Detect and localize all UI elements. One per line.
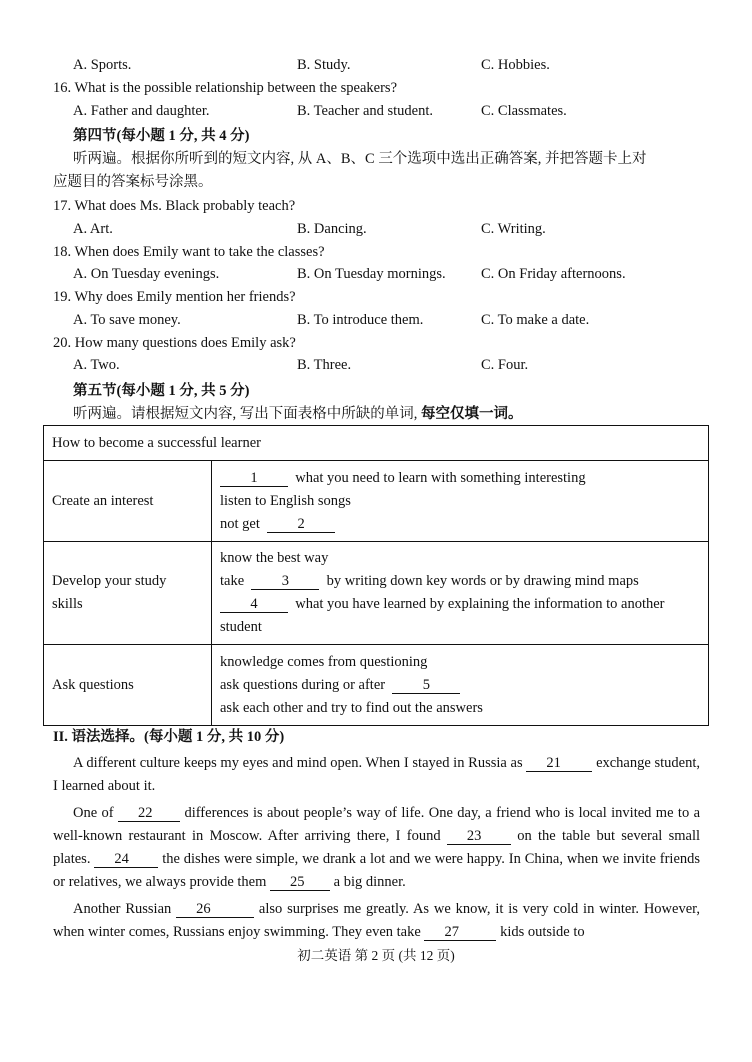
q16-question: 16. What is the possible relationship between the speakers? — [53, 80, 398, 96]
row3-text-3: ask each other and try to find out the answers — [220, 699, 483, 716]
blank-27[interactable]: 27 — [424, 924, 496, 941]
row2-text-2b: by writing down key words or by drawing mind maps — [326, 573, 639, 589]
paragraph-1 — [53, 752, 700, 798]
q15-option-b: B. Study. — [297, 57, 351, 73]
q18-option-a: A. On Tuesday evenings. — [73, 266, 220, 282]
blank-4[interactable]: 4 — [220, 596, 288, 613]
q20-option-a: A. Two. — [73, 357, 120, 373]
row1-text-2: listen to English songs — [220, 492, 351, 509]
blank-3[interactable]: 3 — [251, 573, 319, 590]
para2-text-c: differences is about people’s way of life. One day, a friend who is local invited me to a well-known restaurant in Moscow. After arriving there, I found — [53, 805, 701, 844]
blank-26[interactable]: 26 — [176, 901, 254, 918]
paragraph-2 — [53, 802, 700, 894]
para1-text-a: A different culture keeps my eyes and mind open. When I stayed in Russia as — [73, 755, 523, 771]
row3-text-2: ask questions during or after — [220, 676, 386, 693]
para3-text-d: kids outside to — [500, 924, 585, 940]
part2-heading: II. 语法选择。(每小题 1 分, 共 10 分) — [53, 729, 285, 745]
q18-option-c: C. On Friday afternoons. — [481, 266, 626, 282]
para2-text-d: on the table but several small plates. — [53, 828, 701, 867]
blank-1[interactable]: 1 — [220, 470, 288, 487]
q18-option-b: B. On Tuesday mornings. — [297, 266, 446, 282]
section5-instruction-text: 听两遍。请根据短文内容, 写出下面表格中所缺的单词, — [73, 406, 418, 422]
para1-text-c: exchange student, I learned about it. — [53, 755, 701, 794]
row1-label: Create an interest — [44, 461, 212, 542]
section4-instruction-2: 应题目的答案标号涂黑。 — [53, 174, 213, 190]
row2-label-line-2: skills — [52, 596, 83, 612]
row3-text-1: knowledge comes from questioning — [220, 653, 428, 670]
q19-option-a: A. To save money. — [73, 312, 181, 328]
q16-option-c: C. Classmates. — [481, 103, 567, 119]
para2-text-e: the dishes were simple, we drank a lot and we were happy. In China, when we invite friends or relatives, we always provide them — [53, 851, 701, 890]
q16-option-a: A. Father and daughter. — [73, 103, 210, 119]
blank-2[interactable]: 2 — [267, 516, 335, 533]
row2-text-2a: take — [220, 573, 245, 589]
section4-heading: 第四节(每小题 1 分, 共 4 分) — [73, 128, 250, 144]
row2-text-3: what you have learned by explaining the information to another — [295, 596, 665, 612]
row3-label: Ask questions — [44, 645, 212, 726]
row2-text-1: know the best way — [220, 550, 329, 566]
table-title: How to become a successful learner — [44, 426, 709, 461]
blank-25[interactable]: 25 — [270, 874, 330, 891]
row2-label — [44, 542, 212, 645]
para2-text-a: One of — [73, 805, 114, 821]
blank-22[interactable]: 22 — [118, 805, 180, 822]
q20-question: 20. How many questions does Emily ask? — [53, 335, 296, 351]
q17-option-c: C. Writing. — [481, 221, 546, 237]
para2-text-f: a big dinner. — [333, 874, 406, 890]
row1-text-3: not get — [220, 515, 260, 532]
q17-option-b: B. Dancing. — [297, 221, 367, 237]
blank-23[interactable]: 23 — [447, 828, 511, 845]
row3-content — [212, 645, 709, 726]
q19-option-c: C. To make a date. — [481, 312, 590, 328]
q18-question: 18. When does Emily want to take the classes? — [53, 244, 325, 260]
row2-content — [212, 542, 709, 645]
paragraph-3 — [53, 898, 700, 944]
q15-option-c: C. Hobbies. — [481, 57, 550, 73]
q19-option-b: B. To introduce them. — [297, 312, 424, 328]
row1-content — [212, 461, 709, 542]
page-footer: 初二英语 第 2 页 (共 12 页) — [297, 948, 455, 963]
q20-option-c: C. Four. — [481, 357, 529, 373]
q20-option-b: B. Three. — [297, 357, 352, 373]
para3-text-c: also surprises me greatly. As we know, it is very cold in winter. However, when winter comes, Russians enjoy swimming. They even take — [53, 901, 701, 940]
section4-instruction-1: 听两遍。根据你所听到的短文内容, 从 A、B、C 三个选项中选出正确答案, 并把答题卡上对 — [73, 151, 647, 167]
q19-question: 19. Why does Emily mention her friends? — [53, 289, 296, 305]
q17-question: 17. What does Ms. Black probably teach? — [53, 198, 296, 214]
q17-option-a: A. Art. — [73, 221, 113, 237]
blank-21[interactable]: 21 — [526, 755, 592, 772]
blank-24[interactable]: 24 — [94, 851, 158, 868]
blank-5[interactable]: 5 — [392, 677, 460, 694]
section5-instruction — [73, 405, 523, 423]
row1-text-1: what you need to learn with something interesting — [295, 469, 586, 486]
q16-option-b: B. Teacher and student. — [297, 103, 434, 119]
notes-table — [43, 425, 709, 726]
q15-option-a: A. Sports. — [73, 57, 132, 73]
section5-heading: 第五节(每小题 1 分, 共 5 分) — [73, 383, 250, 399]
row2-text-4: student — [220, 619, 262, 635]
para3-text-a: Another Russian — [73, 901, 172, 917]
row2-label-line-1: Develop your study — [52, 573, 167, 589]
section5-instruction-bold: 每空仅填一词。 — [421, 406, 523, 422]
